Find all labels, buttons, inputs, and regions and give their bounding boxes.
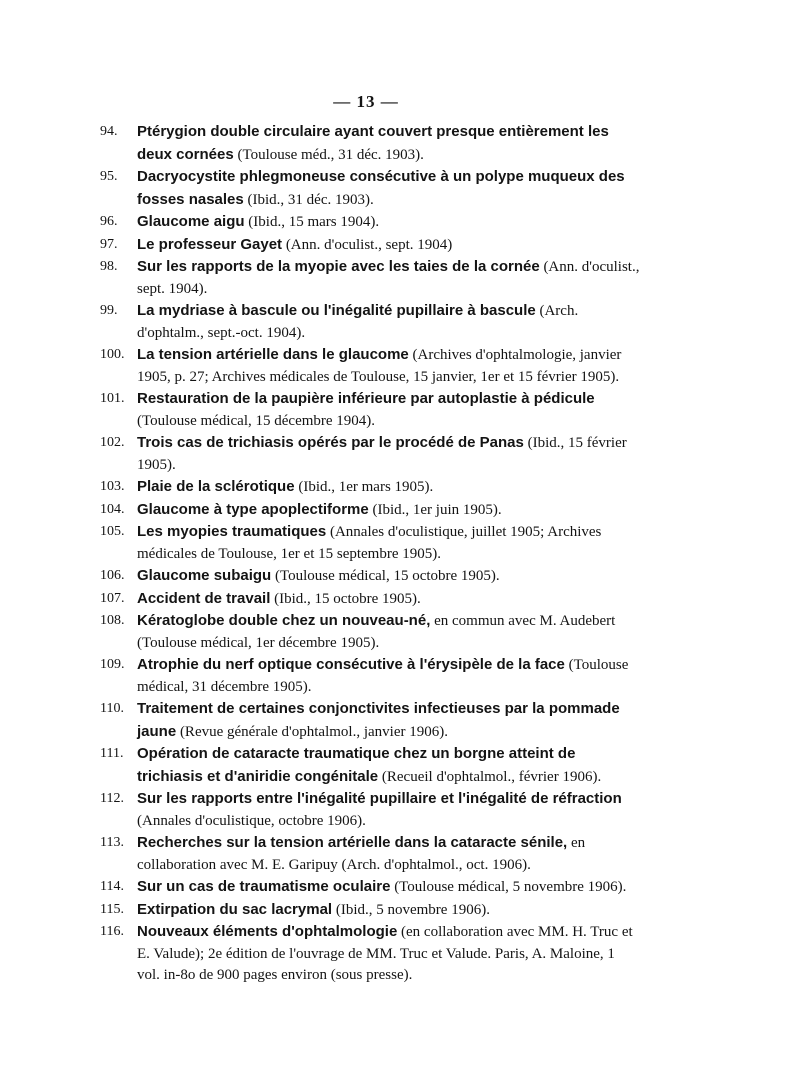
bibliography-entry	[100, 121, 640, 166]
entry-number: 99.	[100, 303, 118, 318]
entry-title: La tension artérielle dans le glaucome	[137, 346, 409, 363]
entry-reference: (Arch. d'ophtalm., sept.-oct. 1904).	[137, 303, 579, 341]
entry-title: Plaie de la sclérotique	[137, 478, 295, 495]
bibliography-entry	[100, 211, 640, 234]
entry-title: Ptérygion double circulaire ayant couvert presque entièrement les deux cornées	[137, 123, 609, 163]
entry-title: Glaucome subaigu	[137, 567, 272, 584]
bibliography-entry	[100, 832, 640, 876]
entry-title: Sur les rapports de la myopie avec les taies de la cornée	[137, 258, 540, 275]
entry-number: 111.	[100, 746, 124, 761]
entry-reference: (Ibid., 5 novembre 1906).	[335, 901, 490, 918]
entry-number: 96.	[100, 214, 118, 229]
entry-reference: (Ibid., 15 octobre 1905).	[274, 590, 421, 607]
entry-title: Opération de cataracte traumatique chez un borgne atteint de trichiasis et d'aniridie congénitale	[137, 745, 576, 785]
bibliography-entry	[100, 476, 640, 499]
bibliography-entry	[100, 166, 640, 211]
entry-title: Extirpation du sac lacrymal	[137, 900, 333, 918]
entry-number: 101.	[100, 391, 125, 406]
bibliography-entry	[100, 300, 640, 344]
entry-reference: (Ibid., 31 déc. 1903).	[247, 191, 374, 208]
entry-reference: (Toulouse méd., 31 déc. 1903).	[237, 146, 424, 163]
bibliography-entry	[100, 565, 640, 588]
page-number: — 13 —	[333, 92, 399, 111]
entry-number: 104.	[100, 501, 125, 517]
entry-reference: (Toulouse médical, 31 décembre 1905).	[137, 657, 629, 695]
bibliography-entry	[100, 521, 640, 565]
entry-number: 95.	[100, 169, 118, 184]
entry-number: 115.	[100, 901, 124, 917]
entry-reference: (Ibid., 1er mars 1905).	[298, 479, 434, 495]
bibliography-entry	[100, 743, 640, 788]
entry-reference: (Ann. d'oculist., sept. 1904)	[285, 236, 453, 253]
entry-title: Traitement de certaines conjonctivites infectieuses par la pommade jaune	[137, 700, 620, 740]
entry-title: Glaucome à type apoplectiforme	[137, 500, 369, 518]
bibliography-entry	[100, 388, 640, 432]
entry-title: Glaucome aigu	[137, 213, 245, 230]
entry-number: 94.	[100, 124, 118, 139]
entry-reference: (Archives d'ophtalmologie, janvier 1905, p. 27; Archives médicales de Toulouse, 15 janvier, 1er et 15 février 1905).	[137, 347, 622, 385]
entry-title: Sur les rapports entre l'inégalité pupillaire et l'inégalité de réfraction	[137, 790, 622, 807]
entry-reference: (Revue générale d'ophtalmol., janvier 1906).	[179, 723, 448, 740]
entry-reference: (Toulouse médical, 15 décembre 1904).	[137, 412, 376, 429]
entry-reference: (Recueil d'ophtalmol., février 1906).	[381, 768, 602, 785]
bibliography-entry	[100, 654, 640, 698]
entry-number: 109.	[100, 657, 125, 672]
entry-reference: (en collaboration avec MM. H. Truc et E. Valude); 2e édition de l'ouvrage de MM. Truc et Valude. Paris, A. Maloine, 1 vol. in-8o de 900 pages environ (sous presse).	[137, 924, 633, 983]
entry-number: 98.	[100, 259, 118, 274]
entry-title: Recherches sur la tension artérielle dans la cataracte sénile,	[137, 834, 568, 851]
bibliography-entry	[100, 876, 640, 899]
entry-title: Dacryocystite phlegmoneuse consécutive à un polype muqueux des fosses nasales	[137, 168, 625, 208]
bibliography-entry	[100, 344, 640, 388]
entry-number: 105.	[100, 524, 125, 539]
entry-title: Sur un cas de traumatisme oculaire	[137, 878, 391, 895]
entry-reference: (Annales d'oculistique, juillet 1905; Archives médicales de Toulouse, 1er et 15 septembre 1905).	[137, 524, 602, 562]
entry-reference: (Toulouse médical, 5 novembre 1906).	[394, 879, 627, 895]
entry-reference: (Ibid., 15 février 1905).	[137, 435, 627, 473]
entry-title: Kératoglobe double chez un nouveau-né,	[137, 612, 431, 629]
entry-reference: (Annales d'oculistique, octobre 1906).	[137, 812, 366, 829]
entry-title: Restauration de la paupière inférieure par autoplastie à pédicule	[137, 390, 595, 407]
entry-title: Accident de travail	[137, 589, 271, 607]
bibliography-entry	[100, 921, 640, 987]
bibliography-entry	[100, 256, 640, 300]
bibliography-entry	[100, 499, 640, 522]
entry-reference: (Ibid., 15 mars 1904).	[248, 214, 380, 230]
entry-number: 114.	[100, 879, 124, 894]
bibliography-list	[100, 121, 640, 987]
entry-reference: en collaboration avec M. E. Garipuy (Arch. d'ophtalmol., oct. 1906).	[137, 835, 586, 873]
entry-number: 116.	[100, 924, 124, 939]
bibliography-entry	[100, 698, 640, 743]
entry-reference: (Toulouse médical, 15 octobre 1905).	[274, 568, 500, 584]
entry-reference: (Ibid., 1er juin 1905).	[372, 501, 502, 518]
entry-number: 107.	[100, 590, 125, 606]
bibliography-entry	[100, 788, 640, 832]
entry-reference: en commun avec M. Audebert (Toulouse médical, 1er décembre 1905).	[137, 613, 616, 651]
entry-title: Le professeur Gayet	[137, 235, 283, 253]
entry-number: 102.	[100, 435, 125, 450]
entry-title: Trois cas de trichiasis opérés par le procédé de Panas	[137, 434, 524, 451]
entry-number: 108.	[100, 613, 125, 628]
entry-title: La mydriase à bascule ou l'inégalité pupillaire à bascule	[137, 302, 536, 319]
bibliography-entry	[100, 234, 640, 257]
entry-number: 100.	[100, 347, 125, 362]
entry-number: 106.	[100, 568, 125, 583]
bibliography-entry	[100, 432, 640, 476]
entry-reference: (Ann. d'oculist., sept. 1904).	[137, 259, 640, 297]
entry-number: 103.	[100, 479, 125, 494]
entry-number: 112.	[100, 791, 124, 806]
entry-number: 110.	[100, 701, 124, 716]
bibliography-entry	[100, 588, 640, 611]
entry-number: 113.	[100, 835, 124, 850]
bibliography-entry	[100, 610, 640, 654]
bibliography-entry	[100, 899, 640, 922]
entry-title: Les myopies traumatiques	[137, 523, 327, 540]
entry-title: Nouveaux éléments d'ophtalmologie	[137, 923, 398, 940]
entry-number: 97.	[100, 236, 118, 252]
entry-title: Atrophie du nerf optique consécutive à l'érysipèle de la face	[137, 656, 565, 673]
